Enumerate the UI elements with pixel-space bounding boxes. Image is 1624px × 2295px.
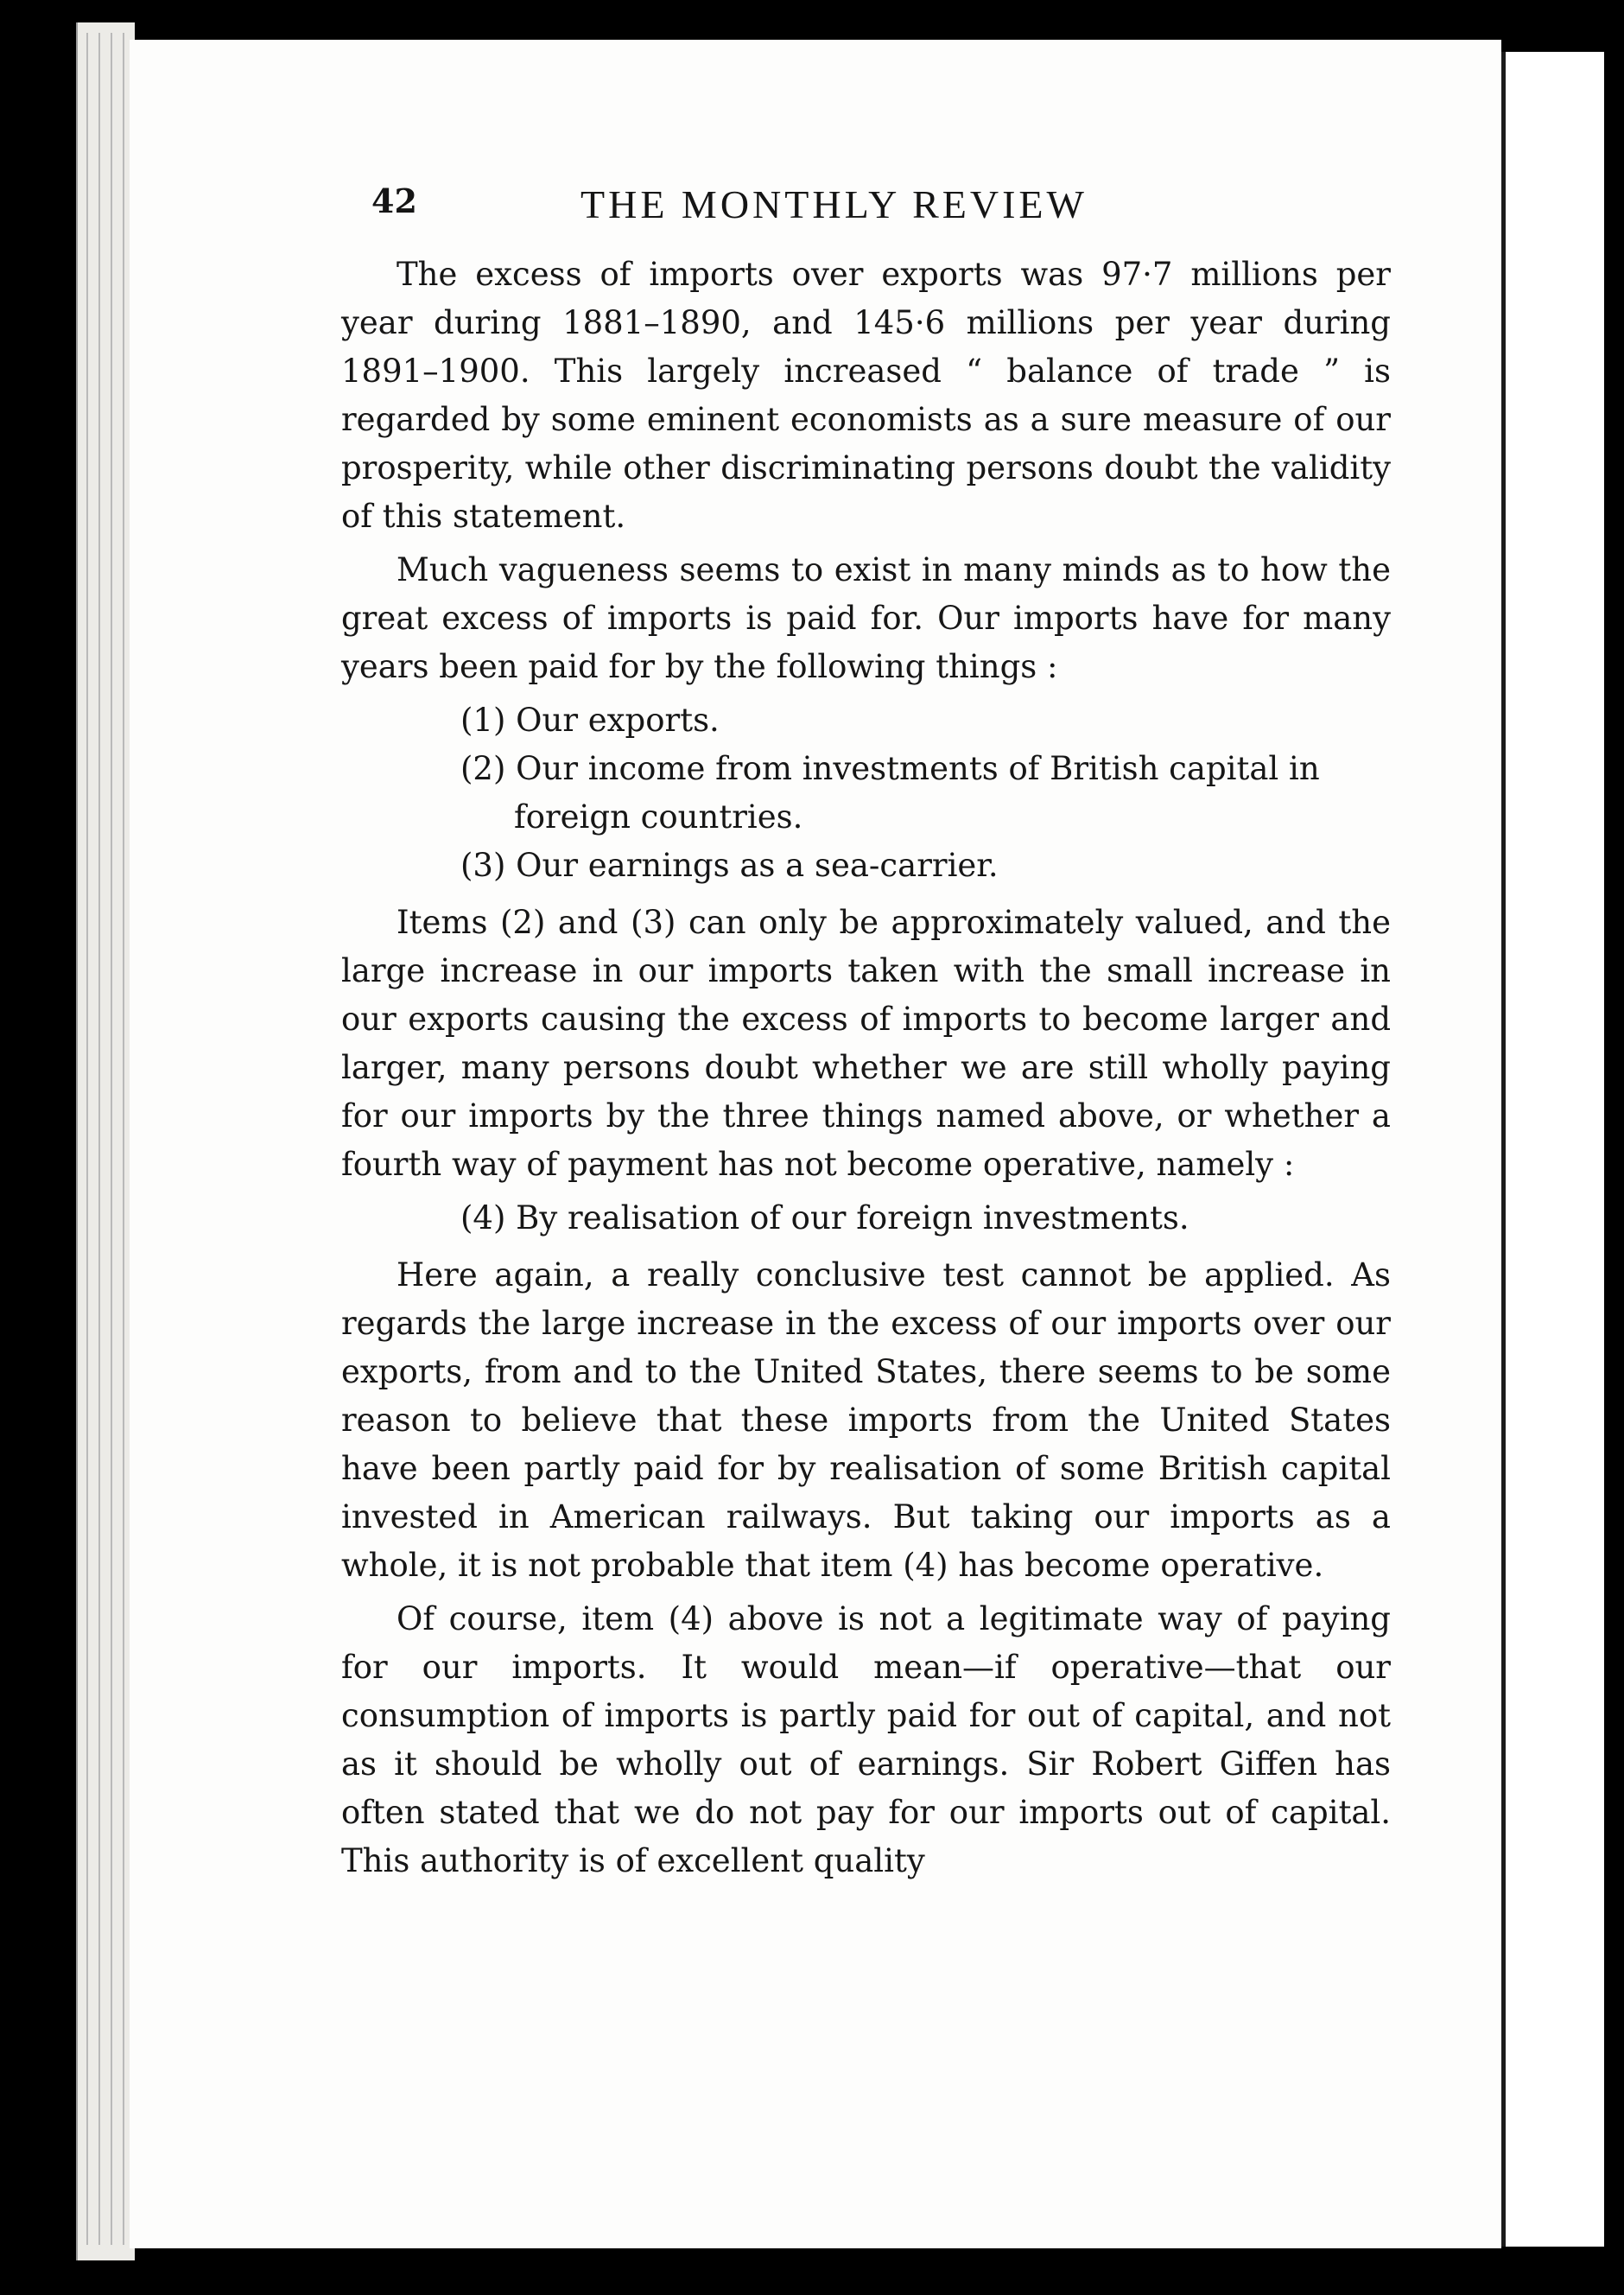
journal-title: THE MONTHLY REVIEW bbox=[580, 182, 1088, 226]
paragraph-3: Items (2) and (3) can only be approximately valued, and the large increase in our imports taken with the small increase in our exports causing the excess of imports to become larger and larger, many persons doubt whether we are still wholly paying for our imports by the three things named above, or whether a fourth way of payment has not become operative, namely : bbox=[341, 904, 1391, 1183]
list-item: (3) Our earnings as a sea-carrier. bbox=[460, 847, 999, 884]
page-stack-edge bbox=[76, 22, 135, 2260]
paragraph-4: Here again, a really conclusive test cannot be applied. As regards the large increase in the excess of our imports over our exports, from and to the United States, there seems to be some reason to believe that these imports from the United States have been partly paid for by realisation of some British capital invested in American railways. But taking our imports as a whole, it is not probable that item (4) has become operative. bbox=[341, 1256, 1391, 1584]
body-text bbox=[341, 251, 1391, 1891]
list-item: (2) Our income from investments of British capital in foreign countries. bbox=[460, 750, 1320, 836]
paragraph-5: Of course, item (4) above is not a legitimate way of paying for our imports. It would mean—if operative—that our consumption of imports is partly paid for out of capital, and not as it should be wholly out of earnings. Sir Robert Giffen has often stated that we do not pay for our imports out of capital. This authority is of excellent quality bbox=[341, 1600, 1391, 1879]
payment-list bbox=[341, 696, 1391, 890]
paragraph-2: Much vagueness seems to exist in many minds as to how the great excess of imports is paid for. Our imports have for many years been paid for by the following things : bbox=[341, 551, 1391, 685]
running-head bbox=[371, 181, 1425, 233]
list-item: (1) Our exports. bbox=[460, 702, 720, 739]
list-item: (4) By realisation of our foreign investments. bbox=[460, 1199, 1189, 1237]
fourth-way-item bbox=[341, 1194, 1391, 1243]
facing-page-edge bbox=[1501, 52, 1604, 2247]
paragraph-1: The excess of imports over exports was 97·7 millions per year during 1881–1890, and 145·6 millions per year during 1891–1900. This largely increased “ balance of trade ” is regarded by some eminent economists as a sure measure of our prosperity, while other discriminating persons doubt the validity of this statement. bbox=[341, 256, 1391, 535]
page-number: 42 bbox=[371, 181, 417, 220]
